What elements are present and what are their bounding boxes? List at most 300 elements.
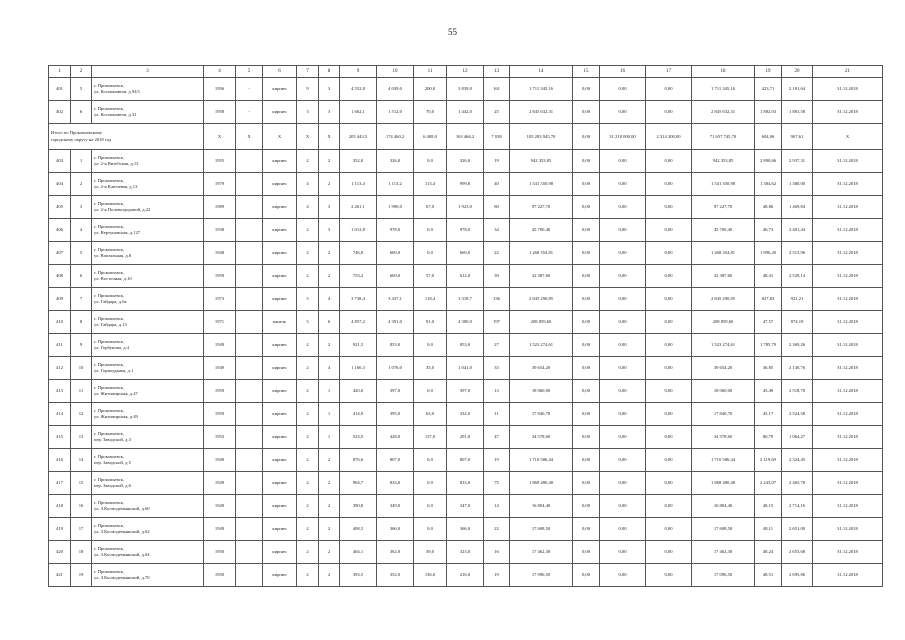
- cell-col-5: [236, 449, 263, 472]
- column-number-5: 5: [236, 66, 263, 78]
- address-cell: [92, 219, 204, 242]
- cell-col-5: [236, 541, 263, 564]
- cell-col-2: 8: [71, 311, 92, 334]
- cell-col-7: 2: [297, 518, 319, 541]
- cell-col-19: 46,73: [755, 219, 782, 242]
- cell-col-1: 404: [49, 173, 71, 196]
- cell-col-11: 63,0: [414, 403, 447, 426]
- cell-col-10: 366,0: [377, 518, 414, 541]
- address-cell: [92, 518, 204, 541]
- cell-col-2: 11: [71, 380, 92, 403]
- cell-col-7: 4: [297, 173, 319, 196]
- address-street: ул. Гайдара, д.6а: [94, 299, 127, 304]
- cell-col-11: 0,0: [414, 242, 447, 265]
- cell-col-17: 0,00: [646, 242, 692, 265]
- cell-col-13: 7 038: [484, 124, 510, 150]
- cell-col-20: 2 515,96: [782, 242, 813, 265]
- address-street: пер. Заводской, д.5: [94, 460, 131, 465]
- cell-col-8: 2: [319, 564, 340, 587]
- cell-col-15: 0,00: [573, 403, 600, 426]
- table-row: [49, 449, 883, 472]
- cell-col-12: 853,0: [447, 334, 484, 357]
- address-street: ул. З.Космодемьянской, д.70: [94, 575, 150, 580]
- cell-col-6: кирпич: [263, 242, 297, 265]
- cell-col-15: 0,00: [573, 449, 600, 472]
- cell-col-12: 163 466,2: [447, 124, 484, 150]
- cell-col-9: 1 662,1: [340, 101, 377, 124]
- cell-col-18: 39 654,20: [692, 357, 755, 380]
- address-cell: [92, 242, 204, 265]
- address-cell: [92, 541, 204, 564]
- table-row: [49, 403, 883, 426]
- cell-col-20: 1 469,84: [782, 196, 813, 219]
- cell-col-21: 31.12.2018: [813, 173, 883, 196]
- cell-col-15: 0,00: [573, 288, 600, 311]
- address-city: г. Прокопьевск,: [94, 384, 125, 390]
- cell-col-14: 1 541 350,98: [510, 173, 573, 196]
- cell-col-10: 3 437,1: [377, 288, 414, 311]
- address-city: г. Прокопьевск,: [94, 269, 125, 275]
- total-row: [49, 124, 883, 150]
- cell-col-17: 0,00: [646, 78, 692, 101]
- cell-col-10: 395,0: [377, 403, 414, 426]
- cell-col-11: 67,0: [414, 196, 447, 219]
- cell-col-14: 45 700,40: [510, 219, 573, 242]
- cell-col-9: 352,0: [340, 150, 377, 173]
- cell-col-19: 45,17: [755, 403, 782, 426]
- cell-col-4: 1949: [204, 518, 236, 541]
- address-street: ул. Вокзальная, д.8: [94, 253, 132, 258]
- cell-col-18: 1 268 354,81: [692, 242, 755, 265]
- cell-col-15: 0,00: [573, 219, 600, 242]
- cell-col-13: 25: [484, 101, 510, 124]
- cell-col-15: 0,00: [573, 124, 600, 150]
- cell-col-19: 1 882,03: [755, 101, 782, 124]
- cell-col-11: 0,0: [414, 495, 447, 518]
- cell-col-6: кирпич: [263, 173, 297, 196]
- cell-col-12: 833,0: [447, 472, 484, 495]
- cell-col-12: 612,0: [447, 265, 484, 288]
- cell-col-20: 921,21: [782, 288, 813, 311]
- cell-col-1: 412: [49, 357, 71, 380]
- cell-col-10: 174 460,2: [377, 124, 414, 150]
- cell-col-17: 2 314 300,00: [646, 124, 692, 150]
- cell-col-21: X: [813, 124, 883, 150]
- cell-col-21: 31.12.2018: [813, 219, 883, 242]
- cell-col-20: 2 653,68: [782, 541, 813, 564]
- cell-col-21: 31.12.2018: [813, 78, 883, 101]
- column-number-20: 20: [782, 66, 813, 78]
- cell-col-20: 2 181,64: [782, 78, 813, 101]
- cell-col-1: 408: [49, 265, 71, 288]
- cell-col-8: 2: [319, 518, 340, 541]
- cell-col-2: 5: [71, 78, 92, 101]
- cell-col-9: 390,8: [340, 495, 377, 518]
- table-row: [49, 150, 883, 173]
- column-number-19: 19: [755, 66, 782, 78]
- cell-col-14: 34 578,60: [510, 426, 573, 449]
- cell-col-9: 414,9: [340, 403, 377, 426]
- cell-col-15: 0,00: [573, 334, 600, 357]
- cell-col-7: 2: [297, 380, 319, 403]
- cell-col-8: 1: [319, 426, 340, 449]
- cell-col-7: 3: [297, 101, 319, 124]
- column-number-row: [49, 66, 883, 78]
- cell-col-7: 2: [297, 426, 319, 449]
- cell-col-15: 0,00: [573, 357, 600, 380]
- cell-col-13: 75: [484, 472, 510, 495]
- cell-col-5: [236, 426, 263, 449]
- cell-col-11: 0,0: [414, 449, 447, 472]
- cell-col-13: 19: [484, 449, 510, 472]
- address-cell: [92, 265, 204, 288]
- cell-col-10: 397,0: [377, 380, 414, 403]
- cell-col-14: 17 608,50: [510, 518, 573, 541]
- cell-col-14: 17 096,50: [510, 564, 573, 587]
- cell-col-8: 4: [319, 357, 340, 380]
- cell-col-4: 1959: [204, 265, 236, 288]
- cell-col-14: 942 353,85: [510, 150, 573, 173]
- address-city: г. Прокопьевск,: [94, 105, 125, 111]
- cell-col-6: кирпич: [263, 403, 297, 426]
- cell-col-14: 1 868 480,48: [510, 472, 573, 495]
- cell-col-20: 2 369,26: [782, 334, 813, 357]
- cell-col-4: 1949: [204, 472, 236, 495]
- cell-col-5: [236, 564, 263, 587]
- cell-col-21: 31.12.2018: [813, 242, 883, 265]
- cell-col-2: 4: [71, 219, 92, 242]
- cell-col-12: 1 442,0: [447, 101, 484, 124]
- column-number-2: 2: [71, 66, 92, 78]
- table-row: [49, 357, 883, 380]
- cell-col-9: 753,2: [340, 265, 377, 288]
- cell-col-19: 2 890,66: [755, 150, 782, 173]
- cell-col-5: [236, 472, 263, 495]
- cell-col-2: 18: [71, 541, 92, 564]
- cell-col-20: 2 695,86: [782, 564, 813, 587]
- cell-col-4: 1949: [204, 334, 236, 357]
- address-city: г. Прокопьевск,: [94, 223, 125, 229]
- cell-col-6: кирпич: [263, 426, 297, 449]
- cell-col-16: 0,00: [600, 288, 646, 311]
- cell-col-20: 2 714,16: [782, 495, 813, 518]
- cell-col-17: 0,00: [646, 150, 692, 173]
- cell-col-16: 0,00: [600, 242, 646, 265]
- cell-col-9: 1 012,8: [340, 219, 377, 242]
- cell-col-11: 39,0: [414, 541, 447, 564]
- cell-col-7: 5: [297, 311, 319, 334]
- address-city: г. Прокопьевск,: [94, 499, 125, 505]
- address-city: г. Прокопьевск,: [94, 177, 125, 183]
- column-number-4: 4: [204, 66, 236, 78]
- cell-col-16: 0,00: [600, 78, 646, 101]
- address-cell: [92, 357, 204, 380]
- cell-col-19: 1 384,62: [755, 173, 782, 196]
- cell-col-10: 1 113,2: [377, 173, 414, 196]
- address-cell: [92, 426, 204, 449]
- cell-col-1: 401: [49, 78, 71, 101]
- cell-col-7: X: [297, 124, 319, 150]
- cell-col-13: 47: [484, 426, 510, 449]
- cell-col-15: 0,00: [573, 242, 600, 265]
- cell-col-5: [236, 518, 263, 541]
- cell-col-5: X: [236, 124, 263, 150]
- cell-col-16: 0,00: [600, 311, 646, 334]
- cell-col-16: 0,00: [600, 219, 646, 242]
- column-number-11: 11: [414, 66, 447, 78]
- cell-col-6: кирпич: [263, 219, 297, 242]
- cell-col-1: 409: [49, 288, 71, 311]
- cell-col-5: [236, 173, 263, 196]
- table-row: [49, 311, 883, 334]
- table-row: [49, 101, 883, 124]
- cell-col-9: 876,6: [340, 449, 377, 472]
- cell-col-21: 31.12.2018: [813, 495, 883, 518]
- cell-col-7: 2: [297, 564, 319, 587]
- cell-col-19: 1 896,20: [755, 242, 782, 265]
- cell-col-2: 12: [71, 403, 92, 426]
- cell-col-10: 669,0: [377, 265, 414, 288]
- cell-col-21: 31.12.2018: [813, 150, 883, 173]
- cell-col-11: 0,0: [414, 334, 447, 357]
- cell-col-20: 2 401,44: [782, 219, 813, 242]
- cell-col-18: 1 711 345,16: [692, 78, 755, 101]
- cell-col-1: 419: [49, 518, 71, 541]
- cell-col-14: 208 859,60: [510, 311, 573, 334]
- address-street: ул. З.Космодемьянской, д.64: [94, 552, 150, 557]
- cell-col-13: 11: [484, 403, 510, 426]
- cell-col-18: 18 060,00: [692, 380, 755, 403]
- address-cell: [92, 311, 204, 334]
- address-city: г. Прокопьевск,: [94, 568, 125, 574]
- cell-col-4: 1953: [204, 426, 236, 449]
- cell-col-10: 1 990,0: [377, 196, 414, 219]
- cell-col-8: 2: [319, 472, 340, 495]
- address-street: ул. 2-я Полевоздоровой, д.22: [94, 207, 151, 212]
- cell-col-12: 3 318,7: [447, 288, 484, 311]
- column-number-16: 16: [600, 66, 646, 78]
- cell-col-15: 0,00: [573, 265, 600, 288]
- cell-col-15: 0,00: [573, 311, 600, 334]
- cell-col-10: 4 391,0: [377, 311, 414, 334]
- address-city: г. Прокопьевск,: [94, 154, 125, 160]
- cell-col-8: 3: [319, 196, 340, 219]
- cell-col-5: [236, 242, 263, 265]
- cell-col-8: 2: [319, 242, 340, 265]
- cell-col-18: 32 387,60: [692, 265, 755, 288]
- cell-col-16: 0,00: [600, 173, 646, 196]
- cell-col-19: 48,41: [755, 265, 782, 288]
- column-number-21: 21: [813, 66, 883, 78]
- cell-col-19: 48,24: [755, 541, 782, 564]
- cell-col-1: 411: [49, 334, 71, 357]
- cell-col-15: 0,00: [573, 426, 600, 449]
- address-street: ул. Космонавтов, д.94/1: [94, 89, 141, 94]
- cell-col-15: 0,00: [573, 380, 600, 403]
- address-cell: [92, 78, 204, 101]
- cell-col-6: кирпич: [263, 334, 297, 357]
- cell-col-1: 416: [49, 449, 71, 472]
- cell-col-16: 0,00: [600, 449, 646, 472]
- cell-col-19: 45,49: [755, 380, 782, 403]
- cell-col-6: кирпич: [263, 495, 297, 518]
- table-row: [49, 288, 883, 311]
- column-number-7: 7: [297, 66, 319, 78]
- cell-col-4: 1958: [204, 101, 236, 124]
- cell-col-21: 31.12.2018: [813, 449, 883, 472]
- page-number: 55: [448, 27, 457, 37]
- cell-col-4: 1949: [204, 449, 236, 472]
- address-street: ул. З.Космодемьянской, д.60: [94, 506, 150, 511]
- cell-col-10: 807,0: [377, 449, 414, 472]
- cell-col-16: 0,00: [600, 380, 646, 403]
- address-city: г. Прокопьевск,: [94, 338, 125, 344]
- cell-col-11: 113,4: [414, 173, 447, 196]
- table-row: [49, 518, 883, 541]
- column-number-14: 14: [510, 66, 573, 78]
- address-city: г. Прокопьевск,: [94, 200, 125, 206]
- cell-col-8: 2: [319, 449, 340, 472]
- table-row: [49, 242, 883, 265]
- address-street: ул. Космонавтов, д.31: [94, 112, 137, 117]
- address-city: г. Прокопьевск,: [94, 476, 125, 482]
- cell-col-10: 669,0: [377, 242, 414, 265]
- cell-col-15: 0,00: [573, 173, 600, 196]
- cell-col-20: 1 064,27: [782, 426, 813, 449]
- cell-col-2: 15: [71, 472, 92, 495]
- cell-col-19: 1 785,79: [755, 334, 782, 357]
- cell-col-21: 31.12.2018: [813, 101, 883, 124]
- cell-col-18: 17 462,30: [692, 541, 755, 564]
- cell-col-11: 136,0: [414, 564, 447, 587]
- cell-col-15: 0,00: [573, 541, 600, 564]
- cell-col-10: 428,0: [377, 426, 414, 449]
- cell-col-17: 0,00: [646, 472, 692, 495]
- table-body: [49, 66, 883, 587]
- cell-col-1: 407: [49, 242, 71, 265]
- column-number-10: 10: [377, 66, 414, 78]
- cell-col-7: 2: [297, 357, 319, 380]
- cell-col-13: 27: [484, 334, 510, 357]
- cell-col-12: 347,0: [447, 495, 484, 518]
- cell-col-2: 9: [71, 334, 92, 357]
- cell-col-1: 403: [49, 150, 71, 173]
- cell-col-12: 323,0: [447, 541, 484, 564]
- cell-col-20: 2 937,31: [782, 150, 813, 173]
- cell-col-7: 2: [297, 495, 319, 518]
- cell-col-21: 31.12.2018: [813, 518, 883, 541]
- cell-col-13: 19: [484, 150, 510, 173]
- cell-col-8: 1: [319, 380, 340, 403]
- column-number-12: 12: [447, 66, 484, 78]
- cell-col-6: кирпич: [263, 357, 297, 380]
- cell-col-10: 326,0: [377, 150, 414, 173]
- cell-col-16: 0,00: [600, 265, 646, 288]
- cell-col-4: 1948: [204, 242, 236, 265]
- address-city: г. Прокопьевск,: [94, 522, 125, 528]
- housing-register-table: [48, 65, 883, 587]
- cell-col-17: 0,00: [646, 288, 692, 311]
- address-street: ул. З.Космодемьянской, д.62: [94, 529, 150, 534]
- cell-col-17: 0,00: [646, 518, 692, 541]
- cell-col-11: 200,0: [414, 78, 447, 101]
- cell-col-18: 16 804,40: [692, 495, 755, 518]
- cell-col-19: 2 119,69: [755, 449, 782, 472]
- cell-col-8: 4: [319, 288, 340, 311]
- cell-col-13: 34: [484, 219, 510, 242]
- cell-col-4: 1956: [204, 78, 236, 101]
- table-row: [49, 541, 883, 564]
- cell-col-19: 80,79: [755, 426, 782, 449]
- cell-col-18: 1 541 350,98: [692, 173, 755, 196]
- cell-col-6: кирпич: [263, 518, 297, 541]
- cell-col-1: 420: [49, 541, 71, 564]
- cell-col-17: 0,00: [646, 101, 692, 124]
- cell-col-14: 39 654,20: [510, 357, 573, 380]
- cell-col-16: 0,00: [600, 518, 646, 541]
- cell-col-21: 31.12.2018: [813, 357, 883, 380]
- cell-col-12: 1 041,0: [447, 357, 484, 380]
- cell-col-6: кирпич: [263, 78, 297, 101]
- address-cell: [92, 196, 204, 219]
- cell-col-17: 0,00: [646, 495, 692, 518]
- cell-col-16: 0,00: [600, 541, 646, 564]
- cell-col-9: 393,5: [340, 564, 377, 587]
- address-street: городскому округу на 2018 год: [51, 136, 112, 142]
- address-city: г. Прокопьевск,: [94, 292, 125, 298]
- cell-col-10: 4 039,0: [377, 78, 414, 101]
- cell-col-5: [236, 150, 263, 173]
- address-cell: [92, 403, 204, 426]
- cell-col-5: [236, 288, 263, 311]
- column-number-15: 15: [573, 66, 600, 78]
- cell-col-10: 978,0: [377, 219, 414, 242]
- cell-col-20: 1 881,58: [782, 101, 813, 124]
- cell-col-11: 0,0: [414, 380, 447, 403]
- cell-col-18: 208 859,60: [692, 311, 755, 334]
- cell-col-19: 48,15: [755, 495, 782, 518]
- cell-col-17: 0,00: [646, 449, 692, 472]
- address-cell: [92, 101, 204, 124]
- table-row: [49, 380, 883, 403]
- cell-col-14: 1 710 586,44: [510, 449, 573, 472]
- cell-col-21: 31.12.2018: [813, 426, 883, 449]
- cell-col-6: X: [263, 124, 297, 150]
- address-cell: [49, 124, 204, 150]
- table-row: [49, 173, 883, 196]
- cell-col-21: 31.12.2018: [813, 541, 883, 564]
- cell-col-14: 2 845 632,31: [510, 101, 573, 124]
- cell-col-6: кирпич: [263, 288, 297, 311]
- cell-col-1: 413: [49, 380, 71, 403]
- cell-col-18: 45 700,40: [692, 219, 755, 242]
- cell-col-5: -: [236, 101, 263, 124]
- cell-col-20: 2 324,45: [782, 449, 813, 472]
- cell-col-18: 2 845 632,31: [692, 101, 755, 124]
- cell-col-9: 404,1: [340, 541, 377, 564]
- column-number-9: 9: [340, 66, 377, 78]
- cell-col-20: 2 130,76: [782, 357, 813, 380]
- address-cell: [92, 173, 204, 196]
- cell-col-5: [236, 219, 263, 242]
- cell-col-18: 1 523 274,61: [692, 334, 755, 357]
- address-street: ул. Горноуданья, д.1: [94, 368, 134, 373]
- cell-col-2: 5: [71, 242, 92, 265]
- cell-col-20: 2 518,70: [782, 380, 813, 403]
- cell-col-8: 3: [319, 78, 340, 101]
- cell-col-14: 105 283 945,70: [510, 124, 573, 150]
- cell-col-13: 136: [484, 288, 510, 311]
